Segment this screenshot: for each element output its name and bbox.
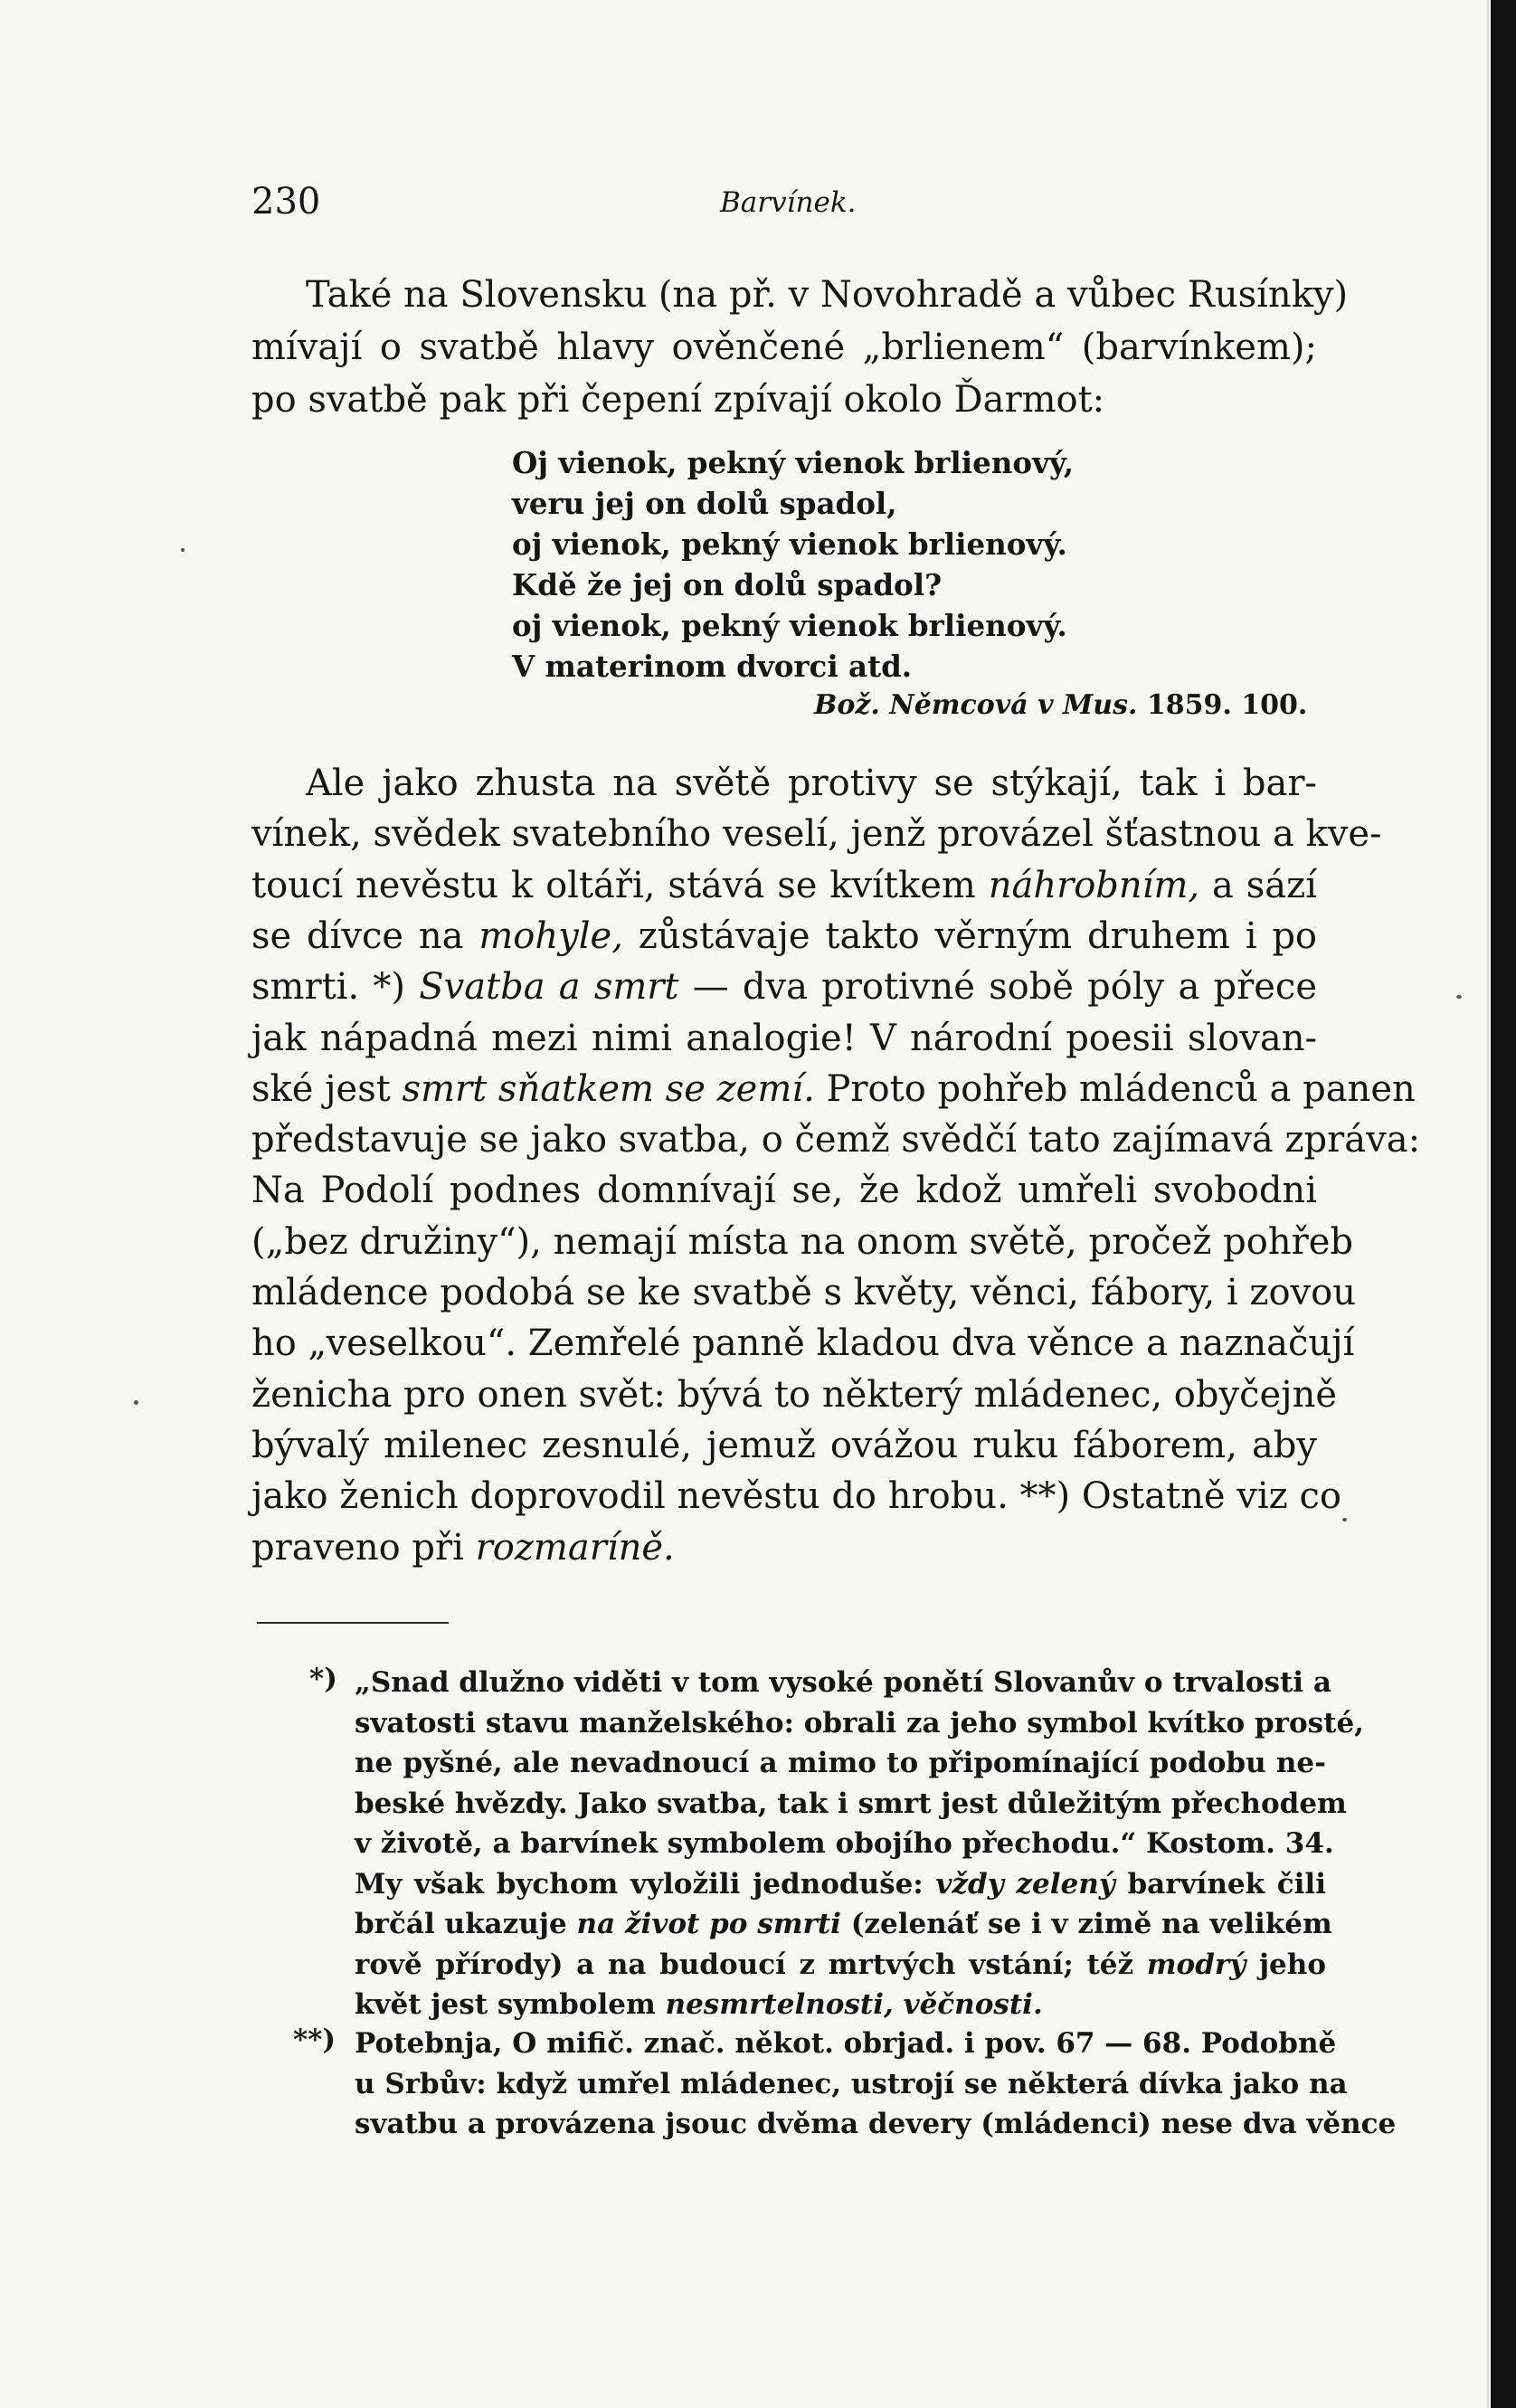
text-run: zůstávaje takto věrným druhem i po [622,915,1317,957]
text-run: „Snad dlužno viděti v tom vysoké ponětí Slovanův o trvalosti a [355,1666,1331,1699]
text-run: představuje se jako svatba, o čemž svědčí tato zajímavá zpráva: [251,1119,1421,1161]
footnote-marker: *) [309,1663,337,1695]
text-line [355,1663,1331,1702]
text-run: — dva protivné sobě póly a přece [678,966,1317,1009]
text-run: rově přírody) a na budoucí z mrtvých vstání; též [355,1948,1147,1981]
verse-line: veru jej on dolů spadol, [512,486,897,521]
text-line [251,860,1317,911]
text-run: ské jest [251,1067,403,1110]
text-line [251,1370,1337,1420]
text-run: květ jest symbolem [355,1988,666,2021]
text-run: u Srbův: když umřel mládenec, ustrojí se některá dívka jako na [355,2067,1348,2100]
text-run: ho „veselkou“. Zemřelé panně kladou dva věnce a naznačují [251,1323,1355,1365]
text-line [355,2064,1348,2104]
text-line [355,1703,1364,1743]
text-run: barvínek čili [1114,1867,1326,1901]
verse-line: Oj vienok, pekný vienok brlienový, [512,445,1075,480]
text-line [251,1267,1356,1318]
text-run: jeho [1246,1948,1326,1981]
verse-citation [814,689,1307,721]
page-edge [1487,0,1489,2408]
scan-speck [181,548,185,552]
text-run: praveno při [251,1526,476,1569]
text-run: mládence podobá se ke svatbě s květy, věnci, fábory, i zovou [251,1272,1356,1313]
text-run: v životě, a barvínek symbolem obojího přechodu.“ Kostom. 34. [355,1827,1334,1860]
text-line [355,1945,1326,1985]
italic-phrase: na život po smrti [576,1908,841,1940]
intro-line: mívají o svatbě hlavy ověnčené „brlienem“ (barvínkem); [251,327,1317,368]
text-line [251,911,1317,962]
text-line [251,809,1382,859]
text-line [355,1985,1326,2024]
text-line [251,1013,1317,1064]
text-run: Na Podolí podnes domnívají se, že kdož umřeli svobodni [251,1170,1317,1212]
verse-line: oj vienok, pekný vienok brlienový. [512,608,1067,643]
italic-phrase: Svatba a smrt [419,966,679,1009]
text-line [355,1904,1332,1944]
text-run: jak nápadná mezi nimi analogie! V národní poesii slovan- [251,1017,1317,1059]
running-title: Barvínek. [720,186,857,219]
citation-in: v [1038,689,1054,721]
scan-speck [1342,1518,1347,1522]
text-run: brčál ukazuje [355,1908,577,1940]
text-line [251,1318,1355,1369]
text-line [251,1522,1317,1573]
text-line [251,1064,1416,1114]
text-run: smrti. *) [251,966,420,1009]
text-run: ne pyšné, ale nevadnoucí a mimo to připomínající podobu ne- [355,1747,1326,1779]
scan-speck [134,1400,138,1405]
text-line [355,1824,1334,1863]
text-line [355,2104,1397,2144]
text-run: (zelenáť se i v zimě na velikém [840,1908,1332,1940]
text-line [251,1217,1353,1267]
italic-phrase: náhrobním, [988,864,1200,906]
text-run: bývalý milenec zesnulé, jemuž ovážou ruku fáborem, aby [251,1424,1317,1466]
italic-phrase: vždy zelený [935,1867,1115,1901]
footnote-marker: **) [293,2024,336,2056]
text-line [251,758,1317,809]
italic-phrase: nesmrtelnosti, věčnosti. [665,1988,1043,2021]
citation-author: Bož. Němcová [814,689,1028,721]
text-run: ženicha pro onen svět: bývá to některý mládenec, obyčejně [251,1373,1337,1416]
text-line [251,1471,1341,1522]
text-run: Potebnja, O mifič. znač. někot. obrjad. i pov. 67 — 68. Podobně [355,2027,1337,2060]
text-line [251,1420,1317,1471]
text-line [355,1784,1347,1824]
page-number: 230 [251,181,321,223]
scan-speck [1456,995,1462,999]
intro-line: po svatbě pak při čepení zpívají okolo Ďarmot: [251,379,1105,421]
text-run: vínek, svědek svatebního veselí, jenž provázel šťastnou a kve- [251,813,1382,856]
footnote-rule [257,1622,449,1624]
text-run: toucí nevěstu k oltáři, stává se kvítkem [251,864,989,906]
italic-phrase: mohyle, [478,915,623,957]
text-run: a sází [1199,864,1317,906]
text-run: Proto pohřeb mládenců a panen [814,1067,1416,1110]
text-line [251,1165,1317,1216]
citation-source: Mus. [1063,689,1138,721]
verse-line: Kdě že jej on dolů spadol? [512,567,943,602]
intro-line: Také na Slovensku (na př. v Novohradě a vůbec Rusínky) [306,274,1349,316]
text-run: se dívce na [251,915,479,957]
verse-line: oj vienok, pekný vienok brlienový. [512,526,1067,562]
italic-phrase: smrt sňatkem se zemí. [402,1067,815,1110]
verse-line: V materinom dvorci atd. [512,649,913,684]
italic-phrase: modrý [1146,1948,1246,1981]
text-run: svatosti stavu manželského: obrali za jeho symbol kvítko prosté, [355,1706,1364,1740]
text-run: jako ženich doprovodil nevěstu do hrobu. **) Ostatně viz co [251,1475,1341,1518]
text-run: („bez družiny“), nemají místa na onom světě, pročež pohřeb [251,1220,1353,1263]
text-run: My však bychom vyložili jednoduše: [355,1867,936,1901]
text-run: svatbu a provázena jsouc dvěma devery (mládenci) nese dva věnce [355,2108,1397,2140]
text-line [251,962,1317,1012]
text-line [355,2024,1337,2063]
text-line [251,1114,1421,1165]
italic-phrase: rozmaríně. [475,1526,675,1569]
text-run: Ale jako zhusta na světě protivy se stýkají, tak i bar- [306,763,1317,804]
citation-ref: 1859. 100. [1146,689,1308,721]
text-run: beské hvězdy. Jako svatba, tak i smrt jest důležitým přechodem [355,1787,1347,1820]
text-line [355,1743,1326,1783]
text-line [355,1864,1326,1904]
